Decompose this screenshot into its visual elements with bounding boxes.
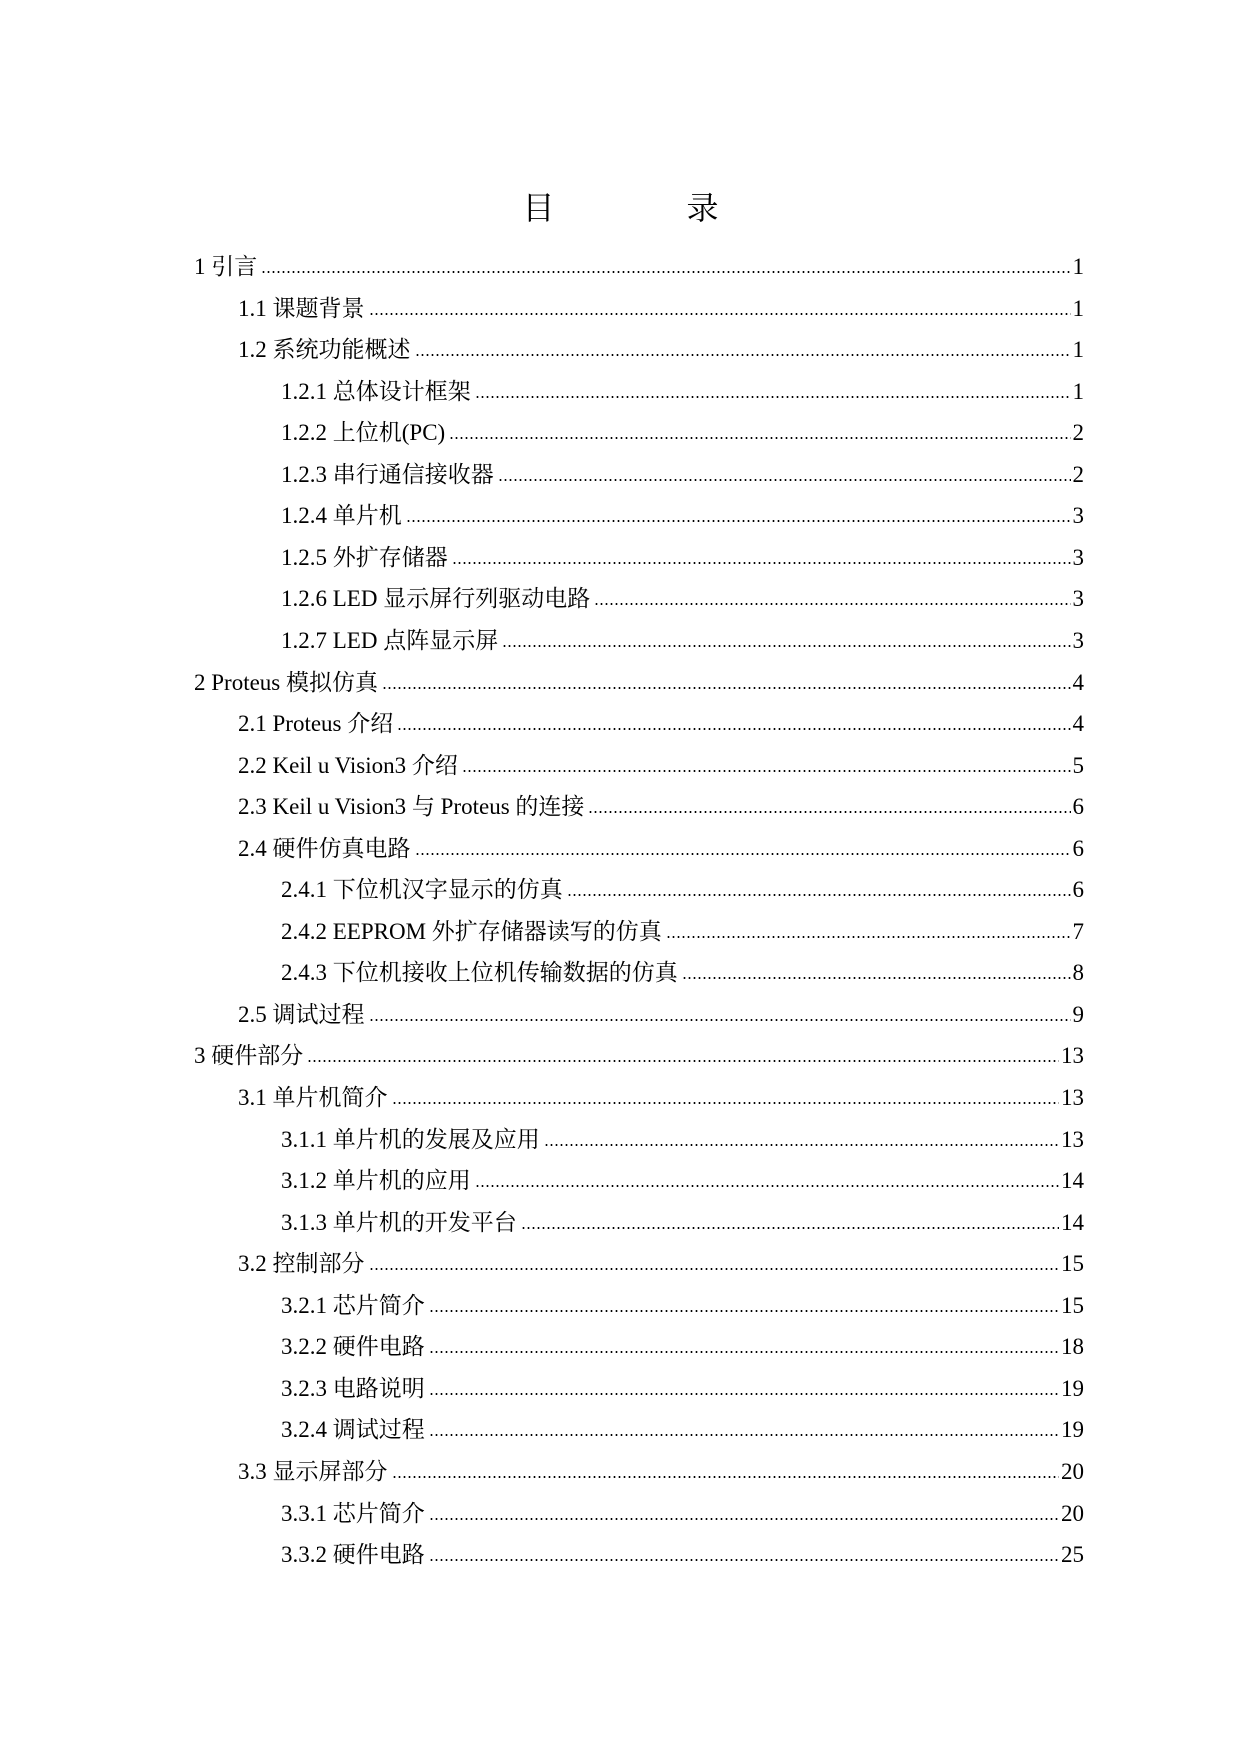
toc-entry[interactable] <box>281 373 1084 407</box>
toc-entry-title: 3.1.2 单片机的应用 <box>281 1168 471 1194</box>
toc-page-number: 6 <box>1072 835 1084 861</box>
toc-dot-leader <box>567 892 1071 898</box>
toc-entry-title: 3 硬件部分 <box>194 1043 304 1069</box>
toc-page-number: 18 <box>1061 1334 1084 1360</box>
toc-dot-leader <box>415 851 1071 857</box>
toc-entry[interactable] <box>238 788 1084 822</box>
toc-entry[interactable] <box>281 456 1084 490</box>
toc-entry[interactable] <box>238 747 1084 781</box>
toc-entry-title: 1.1 课题背景 <box>238 295 365 321</box>
toc-entry[interactable] <box>281 580 1084 614</box>
toc-entry-title: 3.3.1 芯片简介 <box>281 1500 425 1526</box>
toc-dot-leader <box>544 1142 1059 1148</box>
toc-entry[interactable] <box>281 913 1084 947</box>
toc-entry[interactable] <box>281 1162 1084 1196</box>
toc-dot-leader <box>452 560 1071 566</box>
toc-page-number: 25 <box>1061 1542 1084 1568</box>
toc-dot-leader <box>594 601 1070 607</box>
toc-dot-leader <box>666 934 1071 940</box>
toc-entry-title: 1.2.7 LED 点阵显示屏 <box>281 627 499 653</box>
toc-entry[interactable] <box>281 622 1084 656</box>
toc-entry-title: 3.2.3 电路说明 <box>281 1375 425 1401</box>
toc-entry-title: 2.5 调试过程 <box>238 1001 365 1027</box>
toc-page-number: 1 <box>1072 295 1084 321</box>
toc-dot-leader <box>498 477 1071 483</box>
toc-dot-leader <box>415 352 1071 358</box>
toc-page-number: 8 <box>1072 960 1084 986</box>
toc-dot-leader <box>475 1183 1059 1189</box>
toc-page-number: 1 <box>1072 378 1084 404</box>
toc-dot-leader <box>462 768 1071 774</box>
toc-page-number: 13 <box>1061 1043 1084 1069</box>
toc-entry-title: 1.2.4 单片机 <box>281 503 402 529</box>
toc-entry-title: 3.2.1 芯片简介 <box>281 1292 425 1318</box>
toc-page-number: 13 <box>1061 1126 1084 1152</box>
toc-entry-title: 1.2.2 上位机(PC) <box>281 420 446 446</box>
toc-entry[interactable] <box>281 954 1084 988</box>
toc-entry[interactable] <box>238 1245 1084 1279</box>
toc-dot-leader <box>429 1308 1059 1314</box>
toc-dot-leader <box>392 1474 1060 1480</box>
toc-entry[interactable] <box>281 1204 1084 1238</box>
toc-page-number: 14 <box>1061 1168 1084 1194</box>
toc-entry-title: 2.4.2 EEPROM 外扩存储器读写的仿真 <box>281 918 662 944</box>
toc-entry-title: 3.3.2 硬件电路 <box>281 1542 425 1568</box>
toc-entry-title: 1.2 系统功能概述 <box>238 337 411 363</box>
toc-dot-leader <box>429 1432 1059 1438</box>
toc-dot-leader <box>429 1516 1059 1522</box>
toc-entry[interactable] <box>281 1536 1084 1570</box>
toc-entry[interactable] <box>238 1079 1084 1113</box>
toc-entry[interactable] <box>281 1370 1084 1404</box>
toc-page-number: 3 <box>1072 627 1084 653</box>
toc-dot-leader <box>369 1017 1071 1023</box>
toc-entry[interactable] <box>281 1495 1084 1529</box>
toc-page-number: 1 <box>1072 337 1084 363</box>
toc-dot-leader <box>392 1100 1060 1106</box>
toc-entry[interactable] <box>281 1287 1084 1321</box>
toc-entry[interactable] <box>238 1453 1084 1487</box>
toc-entry[interactable] <box>281 1121 1084 1155</box>
toc-page-number: 19 <box>1061 1375 1084 1401</box>
toc-dot-leader <box>429 1557 1059 1563</box>
toc-page-number: 14 <box>1061 1209 1084 1235</box>
toc-page-number: 3 <box>1072 544 1084 570</box>
toc-page-number: 15 <box>1061 1251 1084 1277</box>
toc-page-number: 4 <box>1072 711 1084 737</box>
toc-page-number: 19 <box>1061 1417 1084 1443</box>
toc-entry[interactable] <box>238 830 1084 864</box>
toc-dot-leader <box>397 726 1070 732</box>
toc-page-number: 15 <box>1061 1292 1084 1318</box>
toc-dot-leader <box>261 269 1070 275</box>
toc-entry[interactable] <box>281 1328 1084 1362</box>
toc-dot-leader <box>429 1349 1059 1355</box>
toc-entry-title: 3.2 控制部分 <box>238 1251 365 1277</box>
toc-page-number: 7 <box>1072 918 1084 944</box>
toc-entry[interactable] <box>238 705 1084 739</box>
toc-entry-title: 3.1.1 单片机的发展及应用 <box>281 1126 540 1152</box>
toc-dot-leader <box>429 1391 1059 1397</box>
toc-entry-title: 2.1 Proteus 介绍 <box>238 711 394 737</box>
toc-page-number: 2 <box>1072 461 1084 487</box>
toc-entry-title: 3.1 单片机简介 <box>238 1085 388 1110</box>
toc-dot-leader <box>502 643 1070 649</box>
toc-dot-leader <box>406 518 1071 524</box>
toc-dot-leader <box>307 1058 1059 1064</box>
toc-entry[interactable] <box>238 331 1084 365</box>
toc-page-number: 9 <box>1072 1001 1084 1027</box>
toc-entry-title: 2.4 硬件仿真电路 <box>238 835 411 861</box>
toc-dot-leader <box>369 1266 1060 1272</box>
toc-entry[interactable] <box>281 497 1084 531</box>
toc-page-number: 20 <box>1061 1458 1084 1484</box>
toc-entry-title: 1.2.5 外扩存储器 <box>281 544 448 570</box>
toc-entry[interactable] <box>238 290 1084 324</box>
toc-entry[interactable] <box>194 1037 1084 1071</box>
toc-entry-title: 2.2 Keil u Vision3 介绍 <box>238 752 458 778</box>
toc-page-number: 4 <box>1072 669 1084 695</box>
toc-page-number: 6 <box>1072 877 1084 903</box>
toc-entry[interactable] <box>194 248 1084 282</box>
toc-page-number: 3 <box>1072 586 1084 612</box>
toc-entry[interactable] <box>238 996 1084 1030</box>
toc-page-number: 5 <box>1072 752 1084 778</box>
toc-entry-title: 3.3 显示屏部分 <box>238 1458 388 1484</box>
toc-entry-title: 3.2.2 硬件电路 <box>281 1334 425 1360</box>
toc-page-number: 2 <box>1072 420 1084 446</box>
toc-entry[interactable] <box>281 871 1084 905</box>
page-title: 目 录 <box>522 190 781 226</box>
toc-entry-title: 2.4.3 下位机接收上位机传输数据的仿真 <box>281 960 678 986</box>
toc-entry[interactable] <box>194 664 1084 698</box>
toc-entry-title: 1.2.6 LED 显示屏行列驱动电路 <box>281 586 591 612</box>
toc-dot-leader <box>369 311 1071 317</box>
toc-dot-leader <box>588 809 1070 815</box>
toc-dot-leader <box>475 394 1071 400</box>
toc-page-number: 13 <box>1061 1085 1084 1110</box>
toc-page-number: 6 <box>1072 794 1084 820</box>
toc-page-number: 3 <box>1072 503 1084 529</box>
toc-entry[interactable] <box>281 1411 1084 1445</box>
toc-entry-title: 2.3 Keil u Vision3 与 Proteus 的连接 <box>238 794 585 820</box>
toc-entry-title: 3.2.4 调试过程 <box>281 1417 425 1443</box>
toc-entry-title: 1.2.3 串行通信接收器 <box>281 461 494 487</box>
toc-page-number: 1 <box>1072 254 1084 279</box>
toc-entry[interactable] <box>281 539 1084 573</box>
toc-dot-leader <box>382 685 1071 691</box>
toc-page-number: 20 <box>1061 1500 1084 1526</box>
toc-dot-leader <box>449 435 1070 441</box>
toc-dot-leader <box>682 975 1071 981</box>
toc-entry-title: 3.1.3 单片机的开发平台 <box>281 1209 517 1235</box>
toc-dot-leader <box>521 1225 1059 1231</box>
toc-entry-title: 1 引言 <box>194 254 258 279</box>
toc-entry-title: 2 Proteus 模拟仿真 <box>194 669 378 695</box>
toc-entry-title: 1.2.1 总体设计框架 <box>281 378 471 404</box>
toc-entry[interactable] <box>281 414 1084 448</box>
toc-entry-title: 2.4.1 下位机汉字显示的仿真 <box>281 877 563 903</box>
